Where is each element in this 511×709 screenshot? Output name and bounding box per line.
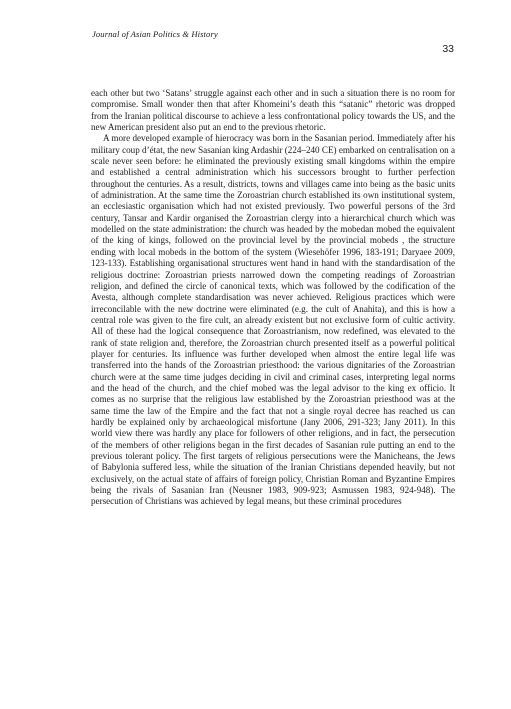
- paragraph-hierocracy: A more developed example of hierocracy was born in the Sasanian period. Immediately after his military coup d’état, the new Sasanian king Ardashir (224–240 CE) embarked on centralisation on a scale never seen before: he eliminated the previously existing small kingdoms within the empire and established a central administration which his successors brought to further perfection throughout the centuries. As a result, districts, towns and villages came into being as the basic units of administration. At the same time the Zoroastrian church established its own institutional system, an ecclesiastic organisation which had not existed previously. Two powerful persons of the 3rd century, Tansar and Kardir organised the Zoroastrian clergy into a hierarchical church which was modelled on the state administration: the church was headed by the mobedan mobed the equivalent of the king of kings, followed on the provincial level by the provincial mobeds , the structure ending with local mobeds in the bottom of the system (Wiesehöfer 1996, 183-191; Daryaee 2009, 123-133). Establishing organisational structures went hand in hand with the standardisation of the religious doctrine: Zoroastrian priests narrowed down the competing readings of Zoroastrian religion, and defined the circle of canonical texts, which was followed by the codification of the Avesta, although complete standardisation was never achieved. Religious practices which were irreconcilable with the new doctrine were eliminated (e.g. the cult of Anahita), and this is how a central role was given to the fire cult, an already existent but not exclusive form of cultic activity. All of these had the logical consequence that Zoroastrianism, now redefined, was elevated to the rank of state religion and, therefore, the Zoroastrian church presented itself as a powerful political player for centuries. Its influence was further developed when almost the entire legal life was transferred into the hands of the Zoroastrian priesthood: the various dignitaries of the Zoroastrian church were at the same time judges deciding in civil and criminal cases, interpreting legal norms and the head of the church, and the chief mobed was the legal advisor to the king ex officio. It comes as no surprise that the religious law established by the Zoroastrian priesthood was at the same time the law of the Empire and the fact that not a single royal decree has reached us can hardly be explained only by archaeological misfortune (Jany 2006, 291-323; Jany 2011). In this world view there was hardly any place for followers of other religions, and in fact, the persecution of the members of other religions began in the first decades of Sasanian rule putting an end to the previous tolerant policy. The first targets of religious persecutions were the Manicheans, the Jews of Babylonia suffered less, while the situation of the Iranian Christians depended heavily, but not exclusively, on the actual state of affairs of foreign policy, Christian Roman and Byzantine Empires being the rivals of Sasanian Iran (Neusner 1983, 909-923; Asmussen 1983, 924-948). The persecution of Christians was achieved by legal means, but these criminal procedures: [91, 133, 455, 507]
- body-text: [91, 88, 455, 508]
- paragraph-continuation: each other but two ‘Satans’ struggle against each other and in such a situation there is no room for compromise. Small wonder then that after Khomeini’s death this “satanic” rhetoric was dropped from the Iranian political discourse to achieve a less confrontational policy towards the US, and the new American president also put an end to the previous rhetoric.: [91, 88, 455, 133]
- page-number: 33: [442, 43, 454, 55]
- running-head: Journal of Asian Politics & History: [92, 29, 218, 39]
